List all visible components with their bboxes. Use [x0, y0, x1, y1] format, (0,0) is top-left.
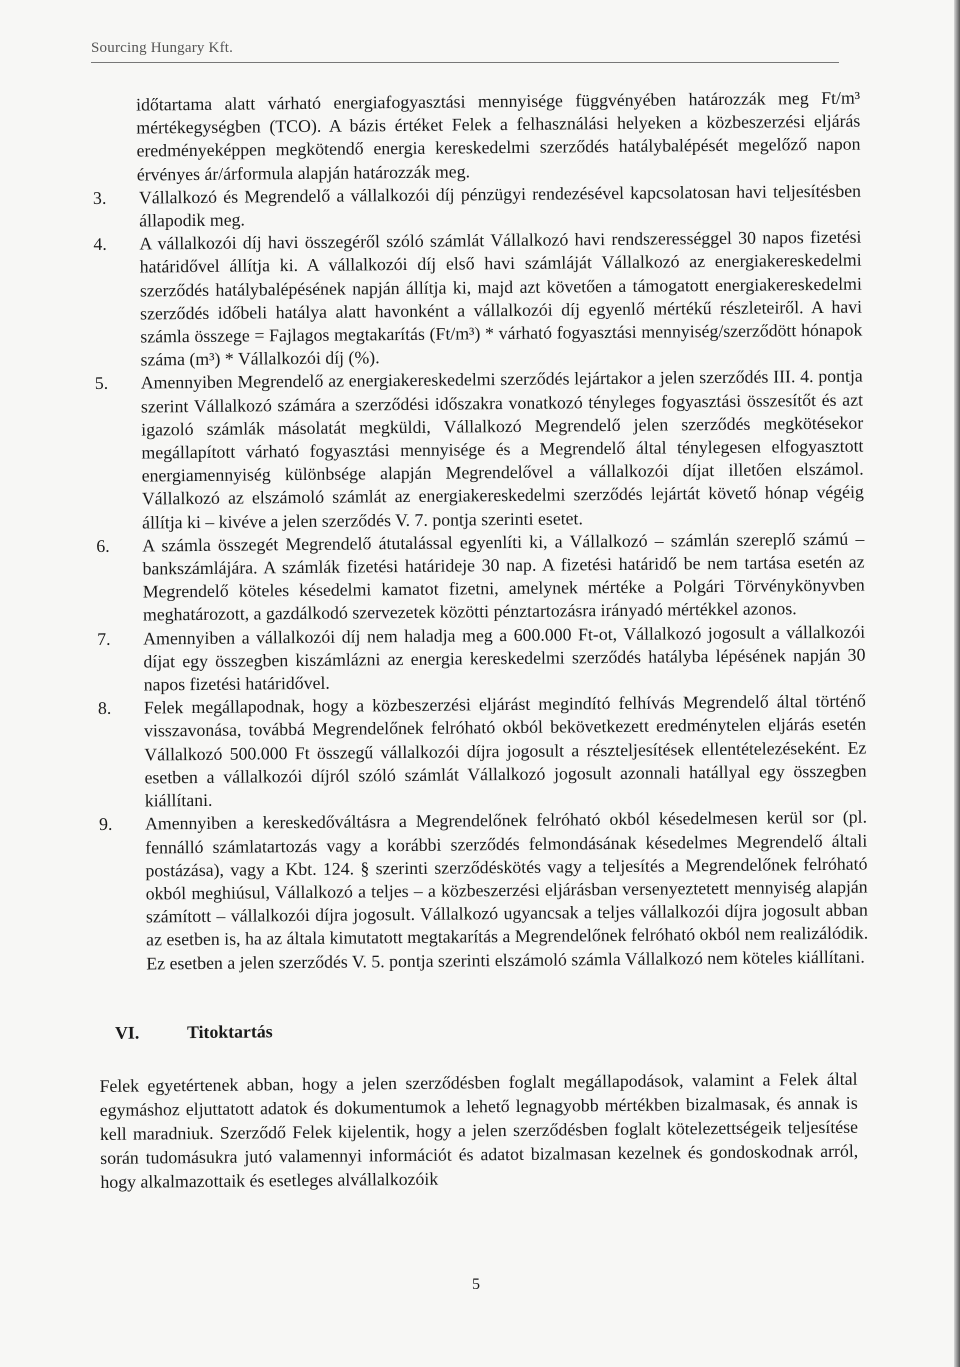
item-number: 9. [98, 814, 113, 835]
header-rule [91, 62, 839, 63]
section-paragraph: Felek egyetértenek abban, hogy a jelen szerződésben foglalt megállapodások, valamint a Felek által egymáshoz eljuttatott adatok és dokumentumok a lehető legnagyobb mértékben bizalmasak, és annak is kell maradniuk. Szerződő Felek kijelentik, hogy a jelen szerződésben foglalt kötelezettségeik teljesítése során tudomásukra jutó valamennyi információt és adatot bizalmasan kezelnek és gondoskodnak arról, hogy alkalmazottaik és esetleges alvállalkozóik [99, 1068, 859, 1192]
item-text: Amennyiben a vállalkozói díj nem haladja meg a 600.000 Ft-ot, Vállalkozó jogosult a vállalkozói díjat egy összegben kiszámlázni az energia kereskedelmi szerződés hatályba lépésének napján 30 napos fizetési határidővel. [143, 621, 866, 695]
item-number: 3. [92, 187, 107, 208]
item-text: Amennyiben Megrendelő az energiakereskedelmi szerződés lejártakor a jelen szerződés III. 4. pontja szerint Vállalkozó számára a szerződési időszakra vonatkozó tényleges fogyasztási összesítőt és azt igazoló számlák másolatát megküldi, Vállalkozó Megrendelő jelen szerződés megkötésekor megállapított várható fogyasztási mennyisége és a Megrendelő által ténylegesen elfogyasztott energiamennyiség különbsége alapján Megrendelővel a vállalkozói díjat illetően elszámol. Vállalkozó az elszámoló számlát az energiakereskedelmi szerződés lejártát követő hónap végéig állítja ki – kivéve a jelen szerződés V. 7. pontja szerinti esetet. [140, 366, 864, 533]
item-number: 7. [97, 628, 111, 649]
item-text: Vállalkozó és Megrendelő a vállalkozói díj pénzügyi rendezésével kapcsolatosan havi teljesítésben állapodik meg. [138, 180, 862, 231]
section-number: VI. [114, 1022, 140, 1043]
item-number: 6. [96, 535, 110, 556]
item-text: A számla összegét Megrendelő átutalással egyenlíti ki, a Vállalkozó – számlán szereplő számú – bankszámlájára. A számlák fizetési határideje 30 nap. A fizetési határidő be nem tartása esetén az Megrendelő köteles késedelmi kamatot fizetni, amelynek mértéke a Polgári Törvénykönyvben meghatározott, a gazdálkodó szervezetek közötti pénztartozásra irányadó mértékkel azonos. [142, 528, 865, 625]
list-item [97, 806, 869, 976]
document-body [90, 87, 871, 1212]
item-text: Amennyiben a kereskedőváltásra a Megrendelőnek felróható okból késedelmesen kerül sor (pl. fennálló számlatartozás vagy a korábbi szerződés felmondásának késedelmes Megrendelő általi postázása), vagy a Kbt. 124. § szerinti szerződéskötés vagy a teljesítés a Megrendelőnek felróható okból meghiúsul, Vállalkozó a teljes – a közbeszerzési eljárásban versenyeztetett mennyiség alapján számított – vállalkozói díjra jogosult. Vállalkozó ugyancsak a teljes vállalkozói díjra jogosult abban az esetben is, ha az általa kimutatott megtakarítás a Megrendelőnek felróható okból nem realizálódik. Ez esetben a jelen szerződés V. 5. pontja szerinti elszámoló számla Vállalkozó nem köteles kiállítani. [144, 806, 869, 974]
section-heading [99, 1015, 869, 1043]
page-number: 5 [472, 1276, 480, 1293]
item-number: 8. [97, 698, 112, 719]
section-title: Titoktartás [186, 1021, 273, 1042]
list-item [96, 690, 867, 813]
item-text: A vállalkozói díj havi összegéről szóló számlát Vállalkozó havi rendszerességgel 30 napos fizetési határidővel állítja ki. A vállalkozói díj első havi számláját Vállalkozó az energiakereskedelmi szerződés hatálybalépésének napján állítja ki, majd azt követően a támogatott energiakereskedelmi szerződés időbeli hatálya alatt havonként a vállalkozói díj egyenlő mértékű részleteiről. A havi számla összege = Fajlagos megtakarítás (Ft/m³) * várható fogyasztási mennyiség/szerződött hónapok száma (m³) * Vállalkozói díj (%). [139, 226, 863, 370]
item-number: 4. [93, 234, 107, 255]
list-item [93, 365, 865, 535]
list-item [94, 527, 865, 627]
list-item [95, 620, 866, 697]
item-number: 5. [94, 373, 109, 394]
item-text: Felek megállapodnak, hogy a közbeszerzési eljárást megindító felhívás Megrendelő által történő visszavonása, továbbá Megrendelőnek felróható okból bekövetkezett eredménytelen eljárás esetén Vállalkozó 500.000 Ft összegű vállalkozói díjra jogosult a részteljesítések ellentételezéseként. Ez esetben a vállalkozói díjról szóló számlát Vállalkozó jogosult azonnali hatállyal egy összegben kiállítani. [143, 690, 867, 811]
header-company: Sourcing Hungary Kft. [91, 40, 234, 56]
scan-edge [954, 0, 960, 1367]
list-item [91, 226, 862, 373]
intro-paragraph: időtartama alatt várható energiafogyasztási mennyisége függvényében határozzák meg Ft/m³ mértékegységben (TCO). A bázis értéket Felek a felhasználási helyeken a közbeszerzési eljárás eredményeképpen megkötendő energia kereskedelmi szerződés hatálybalépését megelőző napon érvényes ár/árformula alapján határozzák meg. [136, 87, 861, 185]
list-item [91, 179, 861, 233]
